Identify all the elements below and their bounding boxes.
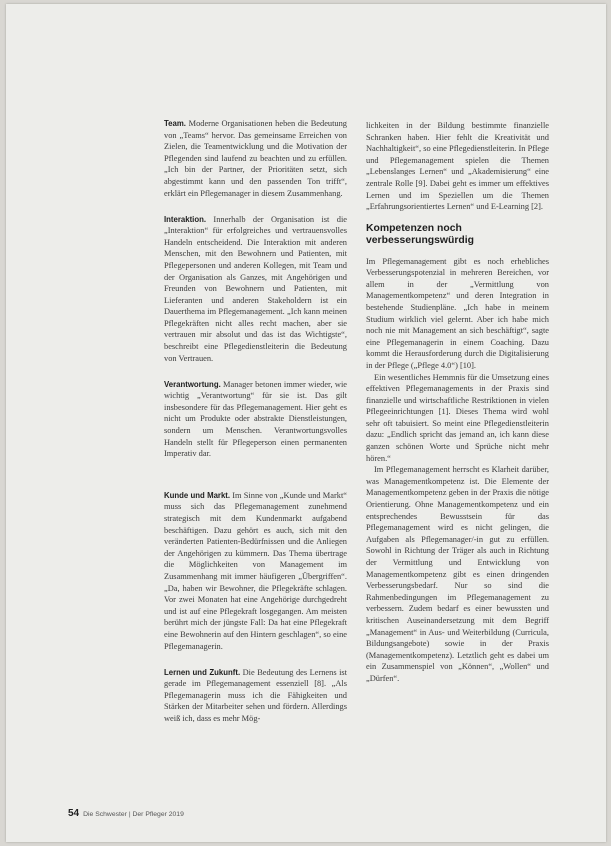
lead-team: Team.: [164, 119, 186, 128]
paragraph-lernen-und-zukunft: [164, 667, 347, 725]
lead-interaktion: Interaktion.: [164, 214, 207, 224]
section-heading: Kompetenzen noch verbesserungswürdig: [366, 222, 474, 247]
lead-lernen-und-zukunft: Lernen und Zukunft.: [164, 667, 241, 677]
text-kunde-und-markt: Im Sinne von „Kunde und Markt“ muss sich das Pflegemanagement zunehmend strategisch mit dem Kundenmarkt aufgabend beschäftigen. Dazu gehört es auch, sich mit den veränderten Patienten-Bedürfnissen und die Anliegen der Angehörigen zu kümmern. Das Thema übertrage die Möglichkeiten von Management im Zusammenhang mit immer häufigeren „Übergriffen“. „Da, haben wir Bewohner, die Pflegekräfte schlagen. Vor zwei Monaten hat eine Angehörige durchgedreht und ist auf eine Pflegekraft losgegangen. Am meisten berührt mich der jüngste Fall: Da hat eine Pflegekraft eine Bewohnerin auf den Hintern geschlagen“, so eine Pflegemanagerin.: [164, 490, 347, 651]
paragraph-verantwortung: [164, 379, 347, 460]
text-verantwortung: Manager betonen immer wieder, wie wichtig „Verantwortung“ für sie ist. Das gilt insbesondere für das Pflegemanagement. Hier geht es nicht um Produkte oder abstrakte Dienstleistungen, sondern um Menschen. Verantwortungsvolles Handeln stellt für Pflegeperson einen permanenten Imperativ dar.: [164, 379, 347, 459]
journal-name: Die Schwester | Der Pfleger 2019: [83, 811, 184, 818]
text-interaktion: Innerhalb der Organisation ist die „Interaktion“ für erfolgreiches und vertrauensvolles Handeln entscheidend. Die Interaktion mit anderen Menschen, mit den Bewohnern und Patienten, mit Pflegepersonen und anderen Kollegen, mit Team und der Organisation als Ganzes, mit Angehörigen und Freunden von Bewohnern und Patienten, mit Lieferanten und anderen Stakeholdern ist ein Dauerthema im Pflegemanagement. „Ich kann meinen Pflegekräften nicht alles recht machen, aber sie vertrauen mir absolut und das ist das Wichtigste“, beschreibt eine Pflegedienstleiterin die Bedeutung von Vertrauen.: [164, 214, 347, 363]
lead-kunde-und-markt: Kunde und Markt.: [164, 490, 231, 500]
paragraph-kompetenzen-2: Ein wesentliches Hemmnis für die Umsetzung eines effektiven Pflegemanagements in der Praxis sind finanzielle und wirtschaftliche Restriktionen in vielen Pflegeeinrichtungen [1]. Dieses Thema wird wohl sehr oft tabuisiert. So meint eine Pflegedienstleiterin dazu: „Endlich spricht das jemand an, ich kann diese ganzen schönen Worte und Sprüche nicht mehr hören.“: [366, 372, 549, 463]
right-column: [366, 120, 549, 685]
paragraph-kunde-und-markt: [164, 490, 347, 652]
left-column: [164, 118, 347, 724]
paragraph-kompetenzen-3: Im Pflegemanagement herrscht es Klarheit darüber, was Managementkompetenz ist. Die Elemente der Managementkompetenz geben in der Praxis die nötige Orientierung. Ohne Managementkompetenz und ein entsprechendes Bewusstsein für das Pflegemanagement wird es nicht gelingen, die Aufgaben als Pflegemanager/-in gut zu erfüllen. Sowohl in Richtung der Träger als auch in Richtung der Vermittlung und Entwicklung von Managementkompetenz gibt es einen dringenden Verbesserungsbedarf. Nur so sind die Rahmenbedingungen im Pflegemanagement zu verbessern. Zudem bedarf es einer bewussten und kritischen Auseinandersetzung mit dem Begriff „Management“ in Aus- und Weiterbildung (Curricula, Bildungsangebote) sowie in der Praxis (Managementkompetenz). Letztlich geht es dabei um ein Zusammenspiel von „Können“, „Wollen“ und „Dürfen“.: [366, 465, 549, 683]
paragraph-continued: lichkeiten in der Bildung bestimmte finanzielle Schranken haben. Hier fehlt die Kreativität und Nachhaltigkeit“, so eine Pflegedienstleiterin. In Pflege und Pflegemanagement spielen die Themen „Lebenslanges Lernen“ und „Akademisierung“ eine zentrale Rolle [9]. Dabei geht es immer um effektives Lernen und im Speziellen um die Themen „Erfahrungsorientiertes Lernen“ und E-Learning [2].: [366, 121, 549, 212]
page-number: 54: [68, 808, 80, 819]
text-team: Moderne Organisationen heben die Bedeutung von „Teams“ hervor. Das gemeinsame Erreichen von Zielen, die Teamentwicklung und die Motivation der Pflegenden sind laufend zu beachten und zu erfüllen. „Ich bin der Partner, der Prioritäten setzt, sich abgestimmt kann und den passenden Ton trifft“, erklärt ein Pflegemanager in diesem Zusammenhang.: [164, 119, 347, 198]
lead-verantwortung: Verantwortung.: [164, 379, 221, 389]
paragraph-team: [164, 118, 347, 199]
text-lernen-und-zukunft: Die Bedeutung des Lernens ist gerade im Pflegemanagement essenziell [8]. „Als Pflegemanagerin muss ich die Fähigkeiten und Stärken der Mitarbeiter sehen und fördern. Allerdings weiß ich, dass es mehr Mög-: [164, 667, 347, 723]
paragraph-interaktion: [164, 214, 347, 365]
paragraph-kompetenzen-1: Im Pflegemanagement gibt es noch erhebliches Verbesserungspotenzial in mehreren Bereichen, vor allem in der „Vermittlung von Managementkompetenz“ und deren Integration in bestehende Studienpläne. „Ich habe in meinem Studium wirklich viel gelernt. Aber ich habe mich noch nie mit Management an sich beschäftigt“, sagte eine Pflegemanagerin in einem Coaching. Dazu kommt die Herausforderung durch die Digitalisierung in der Pflege („Pflege 4.0“) [10].: [366, 256, 549, 370]
magazine-page: [6, 4, 606, 842]
page-footer: [68, 808, 184, 819]
